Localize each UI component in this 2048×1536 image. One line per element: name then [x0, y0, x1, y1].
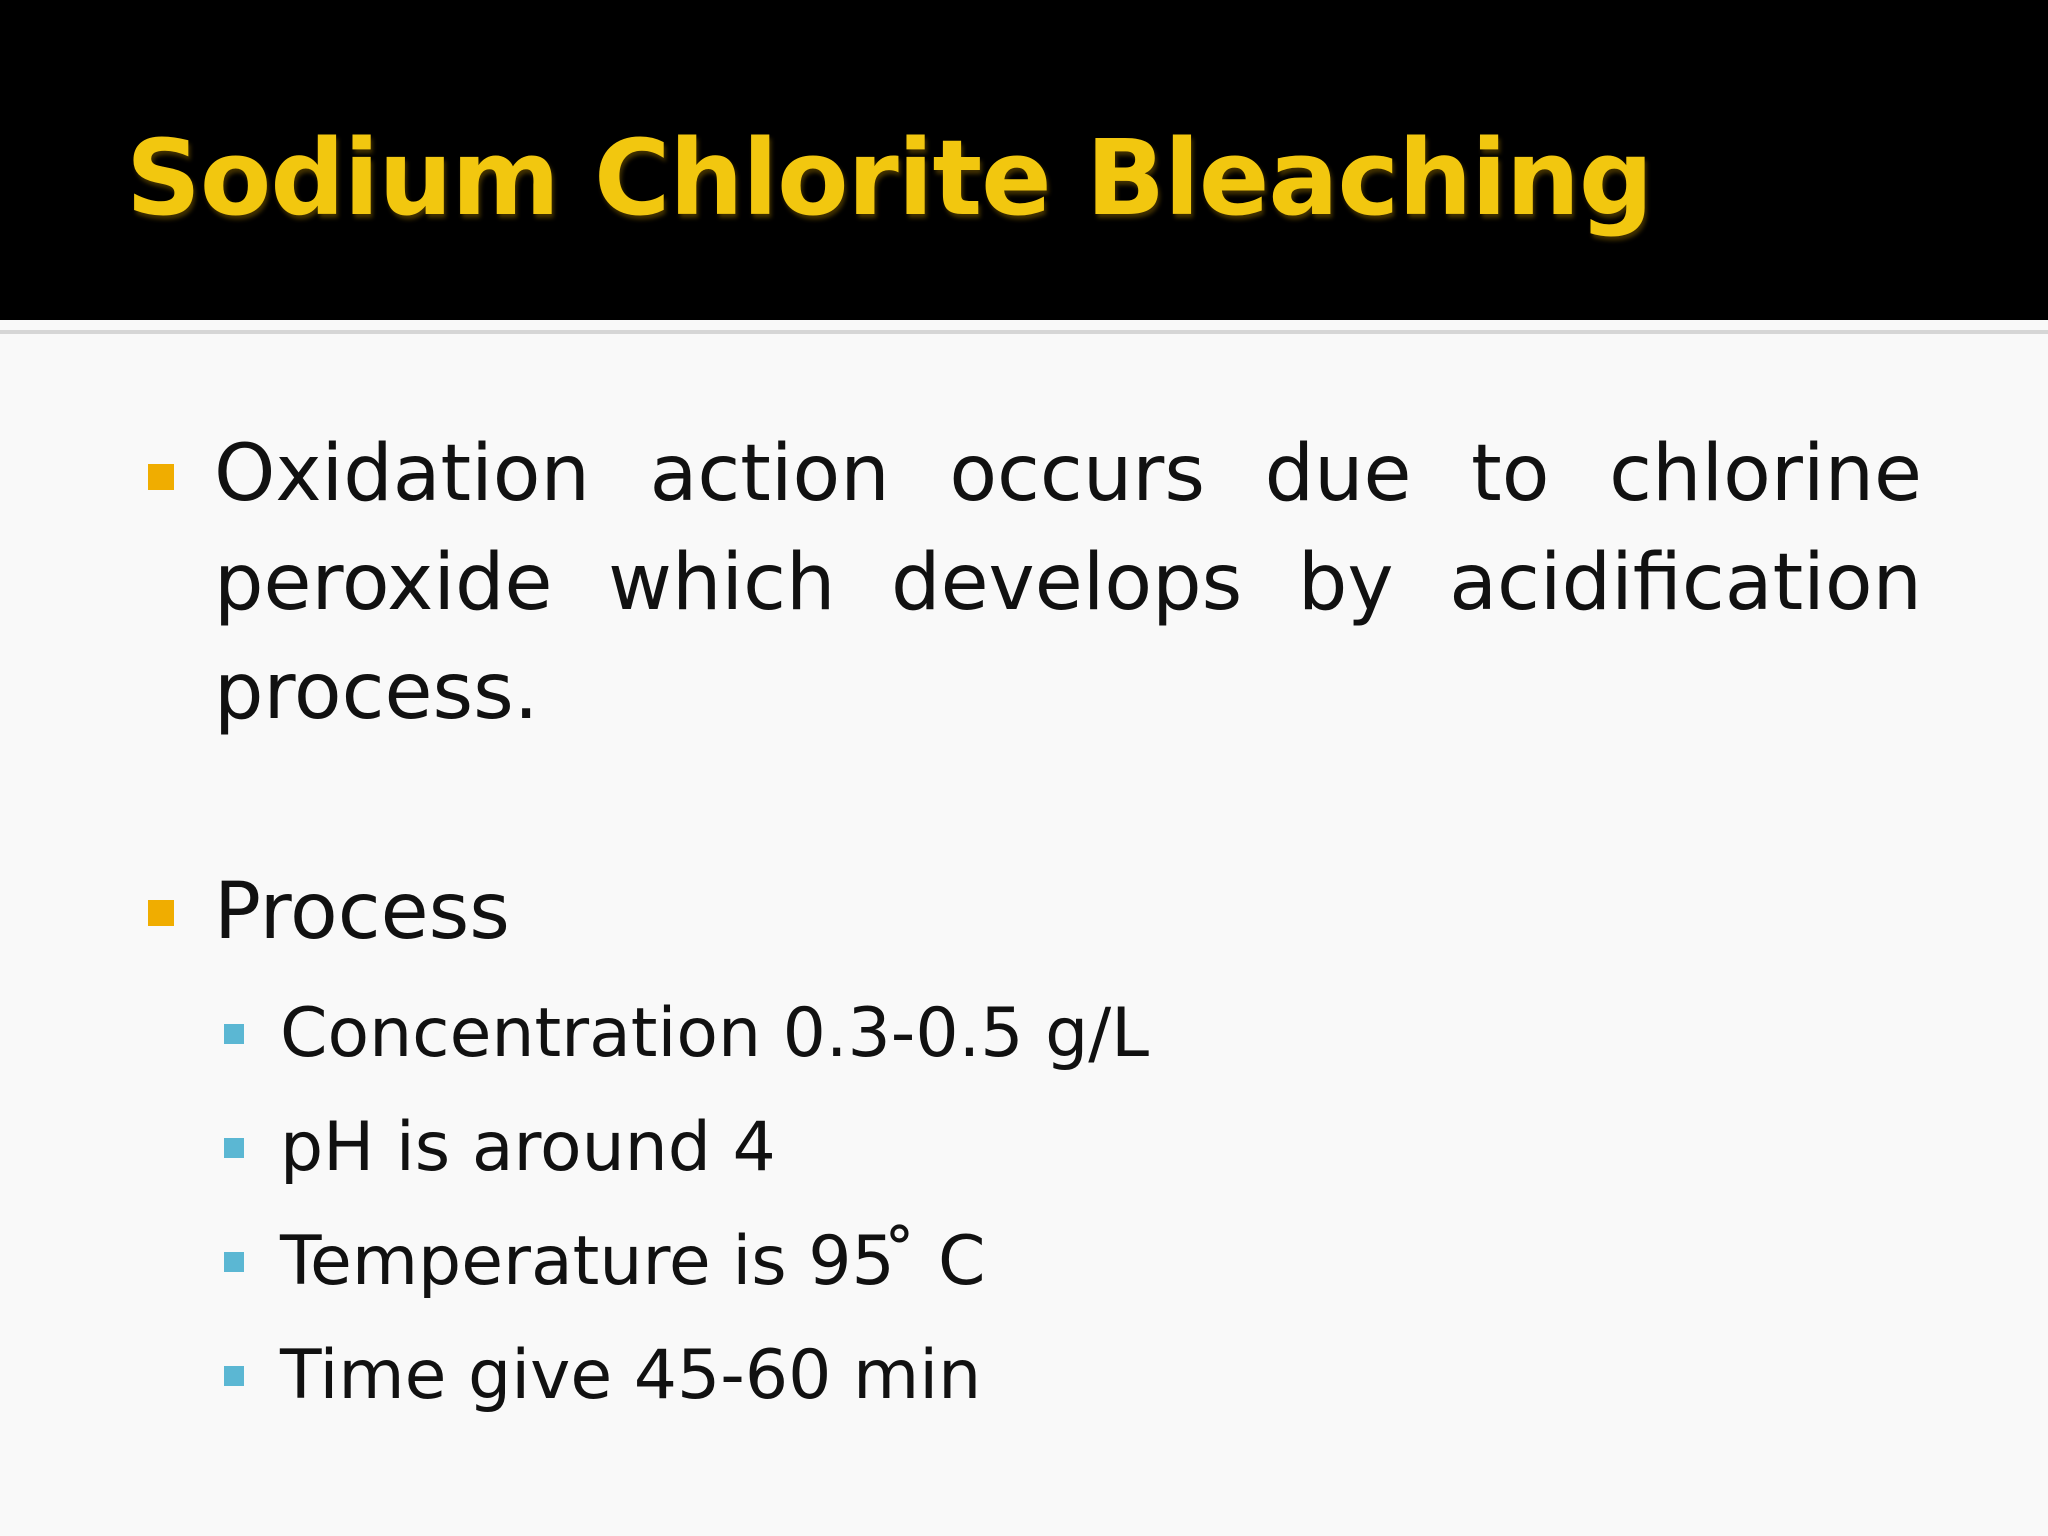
small-square-bullet-icon — [224, 1366, 244, 1386]
square-bullet-icon — [148, 900, 174, 926]
small-square-bullet-icon — [224, 1024, 244, 1044]
sub-item-concentration: Concentration 0.3-0.5 g/L — [280, 994, 1150, 1073]
sub-item-time: Time give 45-60 min — [280, 1336, 982, 1415]
small-square-bullet-icon — [224, 1138, 244, 1158]
square-bullet-icon — [148, 464, 174, 490]
small-square-bullet-icon — [224, 1252, 244, 1272]
bullet-text-oxidation: Oxidation action occurs due to chlorine peroxide which develops by acidification process. — [214, 429, 1922, 737]
slide-title: Sodium Chlorite Bleaching — [126, 117, 1653, 239]
sub-item-ph: pH is around 4 — [280, 1108, 776, 1187]
title-divider — [0, 330, 2048, 334]
bullet-text-process: Process — [214, 867, 510, 957]
sub-item-temperature: Temperature is 95 ̊ C — [280, 1222, 986, 1301]
